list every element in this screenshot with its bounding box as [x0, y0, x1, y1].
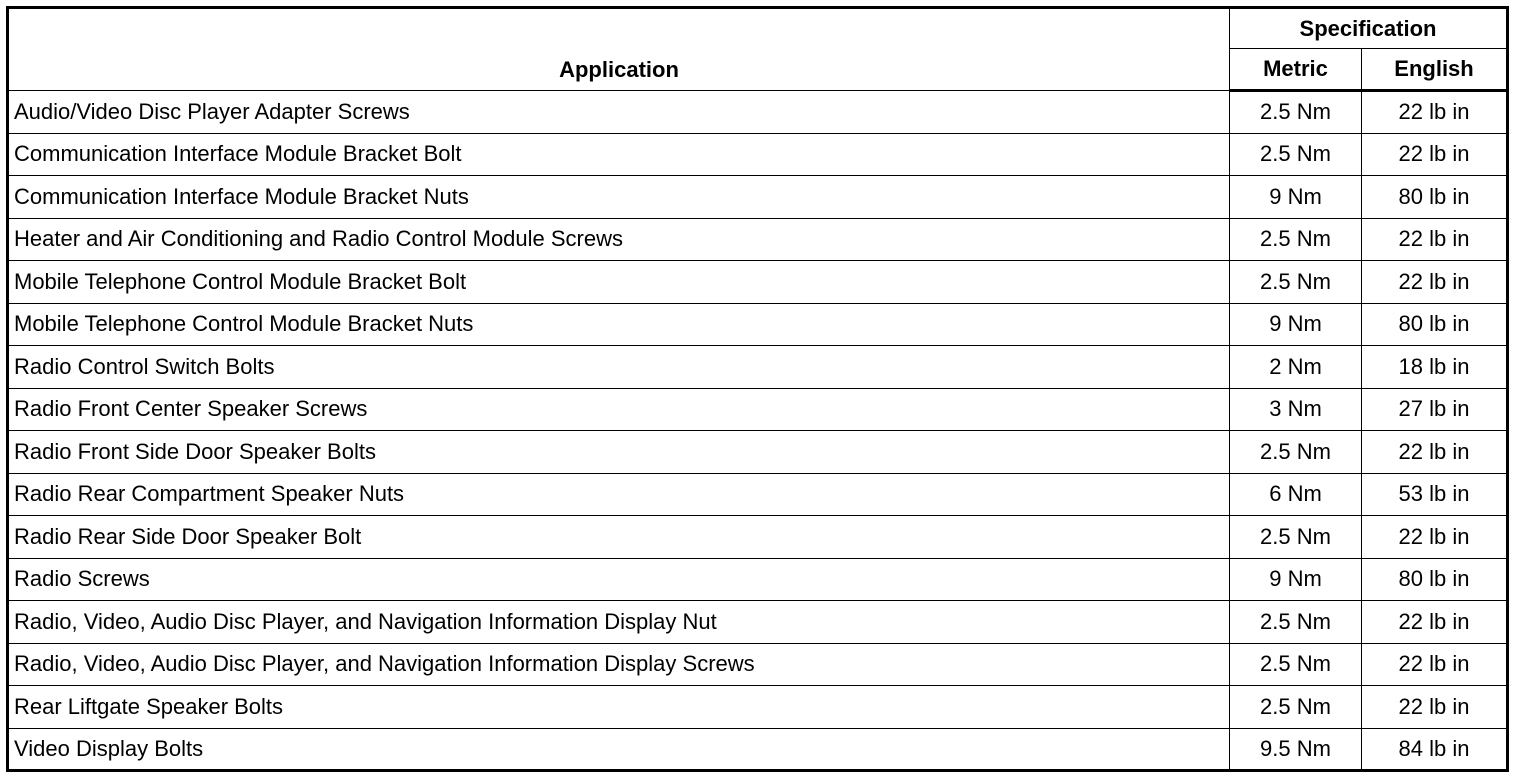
application-cell: Radio Front Center Speaker Screws [8, 388, 1230, 431]
metric-cell: 9 Nm [1230, 303, 1362, 346]
metric-cell: 9 Nm [1230, 176, 1362, 219]
application-cell: Rear Liftgate Speaker Bolts [8, 686, 1230, 729]
metric-cell: 2.5 Nm [1230, 261, 1362, 304]
table-row [8, 388, 1508, 431]
table-row [8, 133, 1508, 176]
metric-header: Metric [1230, 49, 1362, 91]
application-cell: Radio Rear Compartment Speaker Nuts [8, 473, 1230, 516]
metric-cell: 2.5 Nm [1230, 218, 1362, 261]
table-row [8, 91, 1508, 134]
application-cell: Heater and Air Conditioning and Radio Control Module Screws [8, 218, 1230, 261]
application-cell: Radio, Video, Audio Disc Player, and Navigation Information Display Screws [8, 643, 1230, 686]
application-cell: Audio/Video Disc Player Adapter Screws [8, 91, 1230, 134]
spec-table-container [6, 6, 1506, 769]
table-row [8, 728, 1508, 771]
table-row [8, 473, 1508, 516]
table-row [8, 558, 1508, 601]
application-cell: Communication Interface Module Bracket Nuts [8, 176, 1230, 219]
header-row-top [8, 8, 1508, 49]
metric-cell: 2 Nm [1230, 346, 1362, 389]
english-cell: 22 lb in [1362, 643, 1508, 686]
english-cell: 22 lb in [1362, 218, 1508, 261]
application-cell: Mobile Telephone Control Module Bracket Nuts [8, 303, 1230, 346]
english-header: English [1362, 49, 1508, 91]
specification-header: Specification [1230, 8, 1508, 49]
metric-cell: 9.5 Nm [1230, 728, 1362, 771]
english-cell: 22 lb in [1362, 516, 1508, 559]
english-cell: 22 lb in [1362, 431, 1508, 474]
table-row [8, 431, 1508, 474]
metric-cell: 2.5 Nm [1230, 91, 1362, 134]
metric-cell: 2.5 Nm [1230, 686, 1362, 729]
metric-cell: 2.5 Nm [1230, 516, 1362, 559]
english-cell: 22 lb in [1362, 601, 1508, 644]
table-row [8, 303, 1508, 346]
application-cell: Radio, Video, Audio Disc Player, and Navigation Information Display Nut [8, 601, 1230, 644]
english-cell: 53 lb in [1362, 473, 1508, 516]
fastener-torque-table [6, 6, 1509, 772]
application-cell: Radio Rear Side Door Speaker Bolt [8, 516, 1230, 559]
application-cell: Radio Control Switch Bolts [8, 346, 1230, 389]
table-row [8, 346, 1508, 389]
table-row [8, 261, 1508, 304]
application-cell: Video Display Bolts [8, 728, 1230, 771]
english-cell: 22 lb in [1362, 91, 1508, 134]
application-cell: Radio Screws [8, 558, 1230, 601]
table-row [8, 218, 1508, 261]
english-cell: 80 lb in [1362, 558, 1508, 601]
metric-cell: 2.5 Nm [1230, 601, 1362, 644]
english-cell: 27 lb in [1362, 388, 1508, 431]
metric-cell: 9 Nm [1230, 558, 1362, 601]
metric-cell: 6 Nm [1230, 473, 1362, 516]
english-cell: 22 lb in [1362, 133, 1508, 176]
table-row [8, 686, 1508, 729]
english-cell: 80 lb in [1362, 303, 1508, 346]
metric-cell: 2.5 Nm [1230, 133, 1362, 176]
table-header [8, 8, 1508, 91]
metric-cell: 3 Nm [1230, 388, 1362, 431]
application-cell: Mobile Telephone Control Module Bracket Bolt [8, 261, 1230, 304]
metric-cell: 2.5 Nm [1230, 643, 1362, 686]
table-row [8, 516, 1508, 559]
table-row [8, 643, 1508, 686]
metric-cell: 2.5 Nm [1230, 431, 1362, 474]
table-row [8, 601, 1508, 644]
english-cell: 84 lb in [1362, 728, 1508, 771]
english-cell: 18 lb in [1362, 346, 1508, 389]
english-cell: 22 lb in [1362, 261, 1508, 304]
application-header: Application [8, 8, 1230, 91]
table-row [8, 176, 1508, 219]
english-cell: 80 lb in [1362, 176, 1508, 219]
table-body [8, 91, 1508, 771]
application-cell: Communication Interface Module Bracket Bolt [8, 133, 1230, 176]
english-cell: 22 lb in [1362, 686, 1508, 729]
application-cell: Radio Front Side Door Speaker Bolts [8, 431, 1230, 474]
